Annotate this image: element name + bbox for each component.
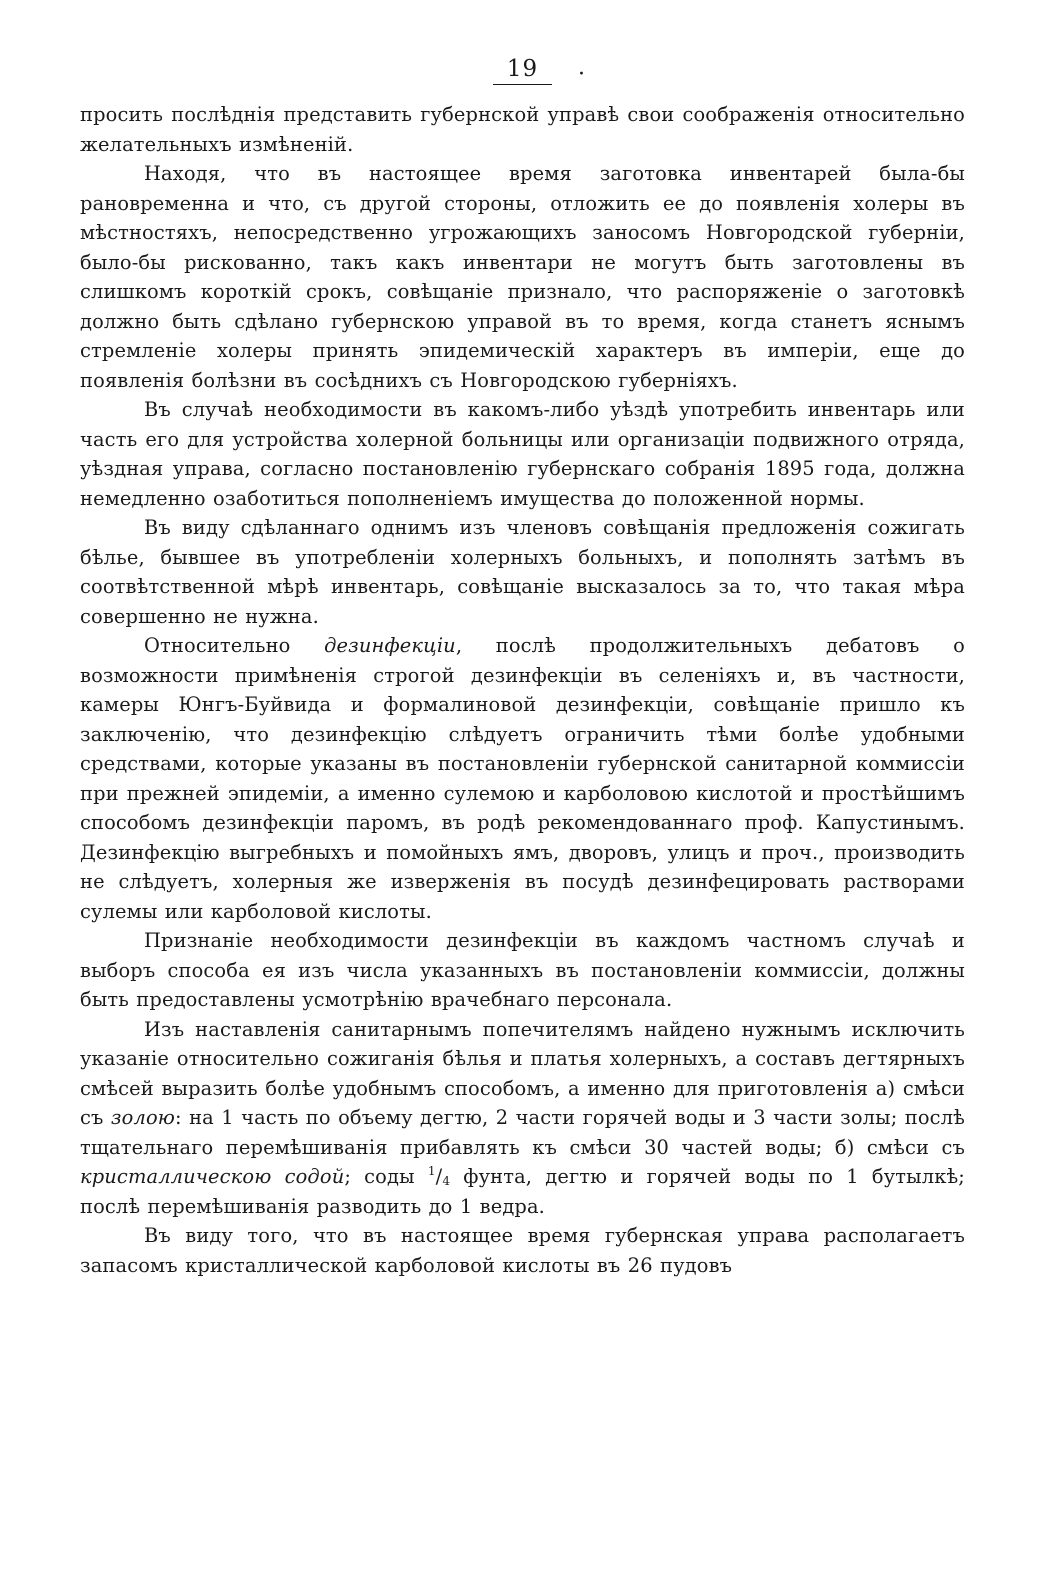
paragraph-text: Въ виду сдѣланнаго однимъ изъ членовъ совѣщанія предложенія сожигать бѣлье, бывшее въ употребленіи холерныхъ больныхъ, и пополнять затѣмъ въ соотвѣтственной мѣрѣ инвентарь, совѣщаніе высказалось за то, что такая мѣра совершенно не нужна. — [80, 516, 965, 628]
italic-term-disinfection: дезинфекціи — [324, 634, 456, 657]
paragraph-text: Находя, что въ настоящее время заготовка инвентарей была-бы рановременна и что, съ другой стороны, отложить ее до появленія холеры въ мѣстностяхъ, непосредственно угрожающихъ заносомъ Новгородской губерніи, было-бы рискованно, такъ какъ инвентари не могутъ быть заготовлены въ слишкомъ короткій срокъ, совѣщаніе признало, что распоряженіе о заготовкѣ должно быть сдѣлано губернскою управой въ то время, когда станетъ яснымъ стремленіе холеры принять эпидемическій характеръ въ имперіи, еще до появленія болѣзни въ сосѣднихъ съ Новгородскою губерніяхъ. — [80, 162, 965, 392]
paragraph-text-rest: , послѣ продолжительныхъ дебатовъ о возможности примѣненія строгой дезинфекціи въ селеніяхъ и, въ частности, камеры Юнгъ-Буйвида и формалиновой дезинфекціи, совѣщаніе пришло къ заключенію, что дезинфекцію слѣдуетъ ограничить тѣми болѣе удобными средствами, которые указаны въ постановленіи губернской санитарной коммиссіи при прежней эпидеміи, а именно сулемою и карболовою кислотой и простѣйшимъ способомъ дезинфекціи паромъ, въ родѣ рекомендованнаго проф. Капустинымъ. Дезинфекцію выгребныхъ и помойныхъ ямъ, дворовъ, улицъ и проч., производить не слѣдуетъ, холерныя же изверженія въ посудѣ дезинфецировать растворами сулемы или карболовой кислоты. — [80, 634, 965, 923]
page-mark: · — [578, 62, 585, 87]
italic-term-ash: золою — [110, 1106, 175, 1129]
paragraph-text-part-3: ; соды — [344, 1165, 428, 1188]
paragraph-text-start: Относительно — [144, 634, 325, 657]
paragraph-continuation — [80, 100, 965, 159]
paragraph-tar-mixtures: Изъ наставленія санитарнымъ попечителямъ найдено нужнымъ исключить указаніе относительно сожиганія бѣлья и платья холерныхъ, а составъ дегтярныхъ смѣсей выразить болѣе удобнымъ способомъ, а именно для приготовленія а) смѣси съ золою: на 1 часть по объему дегтю, 2 части горячей воды и 3 части золы; послѣ тщательнаго перемѣшиванія прибавлять къ смѣси 30 частей воды; б) смѣси съ кристаллическою содой; соды $^1/_4$ фунта, дегтю и горячей воды по 1 бутылкѣ; послѣ перемѣшиванія разводить до 1 ведра. — [80, 1017, 966, 1218]
paragraph-disinfection-choice — [80, 926, 965, 1015]
paragraph-text-part-1: Изъ наставленія санитарнымъ попечителямъ найдено нужнымъ исключить указаніе относительно сожиганія бѣлья и платья холерныхъ, а составъ дегтярныхъ смѣсей выразить болѣе удобнымъ способомъ, а именно для приготовленія а) смѣси съ — [80, 1017, 965, 1129]
italic-term-soda: кристаллическою содой — [80, 1165, 345, 1188]
paragraph-text-part-4: фунта, дегтю и горячей воды по 1 бутылкѣ; послѣ перемѣшиванія разводить до 1 ведра. — [80, 1165, 965, 1218]
fraction-numerator: 1 — [427, 1164, 436, 1178]
paragraph-inventory-use — [80, 395, 965, 513]
body-text — [80, 100, 965, 1280]
page-number-header — [80, 56, 965, 100]
paragraph-text: Признаніе необходимости дезинфекціи въ каждомъ частномъ случаѣ и выборъ способа ея изъ числа указанныхъ въ постановленіи коммиссіи, должны быть предоставлены усмотрѣнію врачебнаго персонала. — [80, 929, 965, 1011]
document-page — [80, 56, 965, 1280]
paragraph-text-part-2: : на 1 часть по объему дегтю, 2 части горячей воды и 3 части золы; послѣ тщательнаго перемѣшиванія прибавлять къ смѣси 30 частей воды; б) смѣси съ — [80, 1106, 966, 1159]
paragraph-disinfection — [80, 631, 965, 926]
fraction-denominator: 4 — [442, 1174, 451, 1188]
paragraph-text: Въ случаѣ необходимости въ какомъ-либо уѣздѣ употребить инвентарь или часть его для устройства холерной больницы или организаціи подвижного отряда, уѣздная управа, согласно постановленію губернскаго собранія 1895 года, должна немедленно озаботиться пополненіемъ имущества до положенной нормы. — [80, 398, 965, 510]
paragraph-text: Въ виду того, что въ настоящее время губернская управа располагаетъ запасомъ кристаллической карболовой кислоты въ 26 пудовъ — [80, 1224, 965, 1277]
paragraph-carbolic-stock — [80, 1221, 965, 1280]
paragraph-text: просить послѣднія представить губернской управѣ свои соображенія относительно желательныхъ измѣненій. — [80, 103, 965, 156]
paragraph-linen-burning — [80, 513, 965, 631]
paragraph-inventory-timing — [80, 159, 965, 395]
page-number: 19 — [493, 56, 552, 85]
